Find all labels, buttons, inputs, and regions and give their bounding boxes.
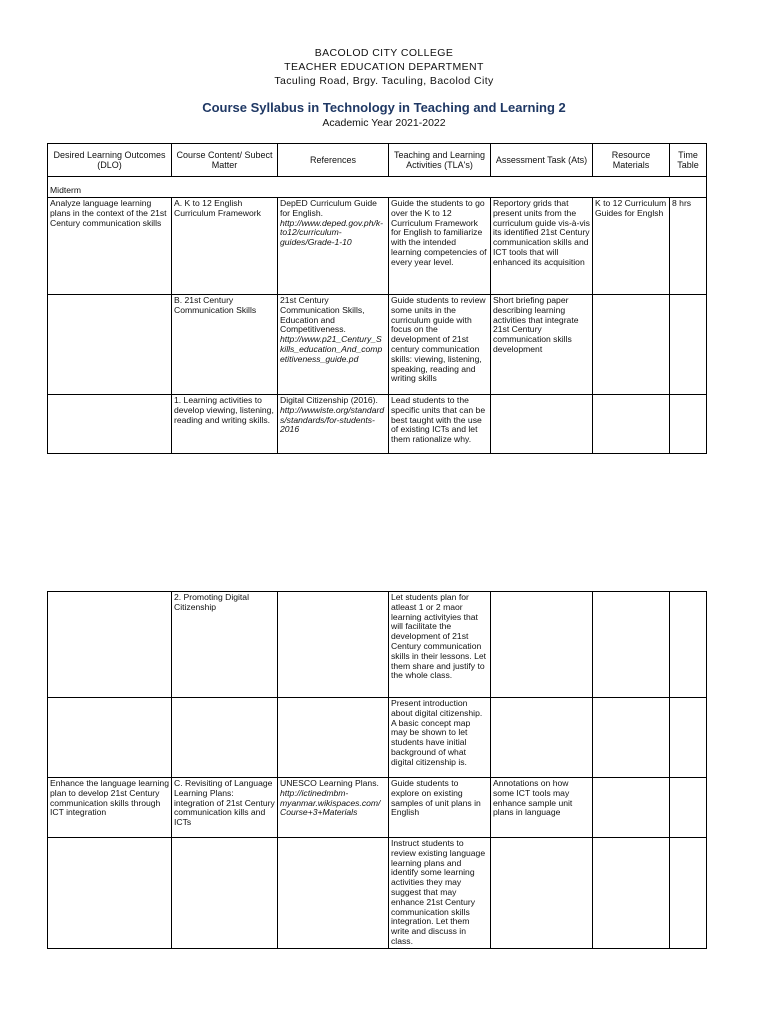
cell-resources [593,838,670,949]
college-address: Taculing Road, Brgy. Taculing, Bacolod City [274,75,494,87]
document-header [0,46,768,130]
table-row [48,838,707,949]
cell-content: B. 21st Century Communication Skills [172,295,278,395]
cell-content: C. Revisiting of Language Learning Plans: integration of 21st Century communication kills and ICTs [172,778,278,838]
reference-link[interactable]: http://wwwiste.org/standards/standards/for-students-2016 [280,404,385,435]
table-row [48,592,707,698]
column-header-references: References [278,144,389,177]
cell-content: 1. Learning activities to develop viewing, listening, reading and writing skills. [172,395,278,454]
syllabus-title: Course Syllabus in Technology in Teaching and Learning 2 [202,100,566,115]
cell-dlo: Analyze language learning plans in the context of the 21st Century communication skills [48,198,172,295]
reference-link[interactable]: http://www.p21_Century_Skills_education_And_competitiveness_guide.pd [280,334,383,364]
table-row [48,295,707,395]
cell-tla: Present introduction about digital citizenship. A basic concept map may be shown to let students have initial background of what digital citizenship is. [389,698,491,778]
cell-dlo [48,295,172,395]
department-name: TEACHER EDUCATION DEPARTMENT [284,61,484,73]
reference-link[interactable]: http://www.deped.gov.ph/k-to12/curriculum-guides/Grade-1-10 [280,217,384,248]
cell-resources [593,778,670,838]
cell-resources [593,295,670,395]
cell-references [278,295,389,395]
cell-ats: Reportory grids that present units from the curriculum guide vis-à-vis its identified 21st Century communication skills and ICT tools that will enhanced its acquisition [491,198,593,295]
cell-references [278,698,389,778]
column-header-resources: Resource Materials [593,144,670,177]
section-row [48,177,707,198]
column-header-dlo: Desired Learning Outcomes (DLO) [48,144,172,177]
reference-text: Digital Citizenship (2016). [280,395,378,405]
cell-tla: Let students plan for atleast 1 or 2 maor learning activityies that will facilitate the development of 21st Century communication skills in their lessons. Let them share and justify to the whole class. [389,592,491,698]
cell-resources [593,395,670,454]
column-header-content: Course Content/ Subect Matter [172,144,278,177]
cell-dlo [48,698,172,778]
cell-references [278,592,389,698]
table-row [48,778,707,838]
reference-link[interactable]: http://ictinedmbm-myanmar.wikispaces.com/Course+3+Materials [280,787,381,818]
college-name: BACOLOD CITY COLLEGE [314,47,454,59]
cell-references [278,778,389,838]
section-label: Midterm [48,177,707,198]
cell-time [670,592,707,698]
cell-resources [593,698,670,778]
syllabus-table-page-1 [47,143,707,454]
cell-ats [491,592,593,698]
cell-ats [491,395,593,454]
cell-references [278,395,389,454]
cell-references [278,838,389,949]
cell-time [670,295,707,395]
column-header-tla: Teaching and Learning Activities (TLA's) [389,144,491,177]
cell-content: 2. Promoting Digital Citizenship [172,592,278,698]
table-row [48,698,707,778]
cell-time [670,778,707,838]
cell-dlo: Enhance the language learning plan to develop 21st Century communication skills through ICT integration [48,778,172,838]
cell-dlo [48,395,172,454]
cell-time [670,395,707,454]
table-row [48,395,707,454]
reference-text: DepED Curriculum Guide for English. [280,198,377,218]
cell-resources: K to 12 Curriculum Guides for Englsh [593,198,670,295]
cell-content: A. K to 12 English Curriculum Framework [172,198,278,295]
reference-text: UNESCO Learning Plans. [280,778,379,788]
cell-tla: Lead students to the specific units that can be best taught with the use of existing ICTs and let them rationalize why. [389,395,491,454]
cell-resources [593,592,670,698]
table-header-row [48,144,707,177]
cell-tla: Guide the students to go over the K to 12 Curriculum Framework for English to familiarize with the intended learning competencies of every year level. [389,198,491,295]
cell-ats: Annotations on how some ICT tools may enhance sample unit plans in language [491,778,593,838]
academic-year: Academic Year 2021-2022 [322,117,446,129]
cell-ats: Short briefing paper describing learning activities that integrate 21st Century communication skills development [491,295,593,395]
cell-time [670,698,707,778]
cell-dlo [48,838,172,949]
syllabus-table-page-2 [47,591,707,949]
column-header-time: Time Table [670,144,707,177]
cell-tla: Guide students to review some units in the curriculum guide with focus on the development of 21st century communication skills: viewing, listening, speaking, reading and writing skills [389,295,491,395]
cell-dlo [48,592,172,698]
table-row [48,198,707,295]
cell-content [172,838,278,949]
cell-time: 8 hrs [670,198,707,295]
cell-references [278,198,389,295]
cell-tla: Guide students to explore on existing samples of unit plans in English [389,778,491,838]
cell-content [172,698,278,778]
reference-text: 21st Century Communication Skills, Education and Competitiveness. [280,295,365,335]
cell-ats [491,838,593,949]
cell-ats [491,698,593,778]
cell-tla: Instruct students to review existing language learning plans and identify some learning activities they may suggest that may enhance 21st Century communication skills integration. Let them write and discuss in class. [389,838,491,949]
cell-time [670,838,707,949]
column-header-ats: Assessment Task (Ats) [491,144,593,177]
